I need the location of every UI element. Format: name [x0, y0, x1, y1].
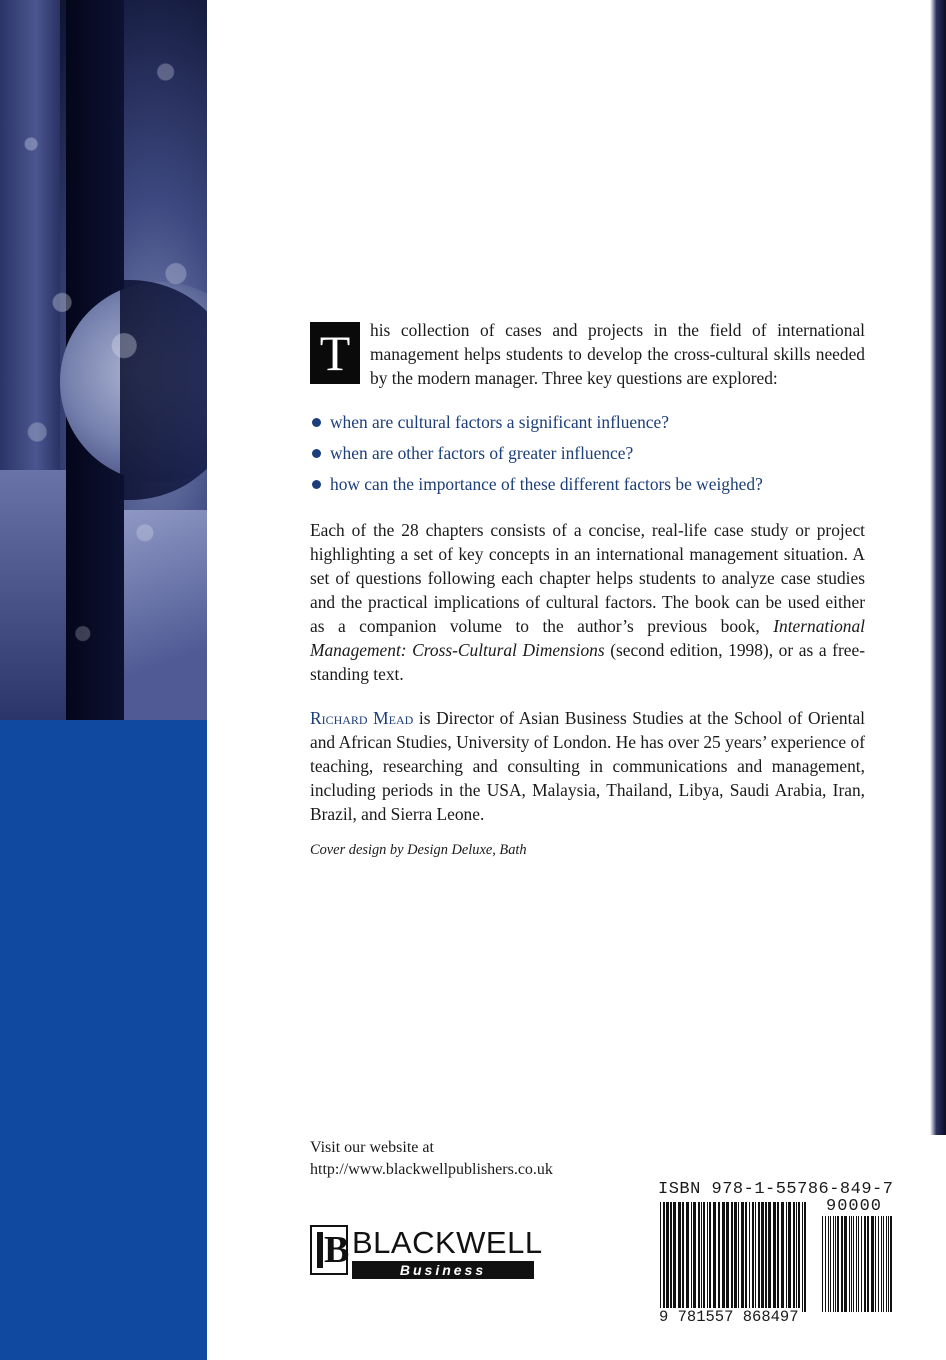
bullet-icon [312, 449, 321, 458]
list-item: when are other factors of greater influence? [310, 441, 865, 465]
intro-paragraph [310, 318, 865, 390]
addon-barcode-icon [822, 1216, 896, 1312]
cover-design-credit: Cover design by Design Deluxe, Bath [310, 842, 527, 858]
website-label: Visit our website at [310, 1139, 434, 1156]
publisher-logo [310, 1225, 543, 1280]
blackwell-logo-icon: B [310, 1225, 348, 1275]
key-questions-list [310, 410, 865, 496]
intro-text: his collection of cases and projects in the field of international management helps students to develop the cross-cultural skills needed by the modern manager. Three key questions are explored: [370, 320, 865, 388]
blurb-column [310, 318, 865, 859]
blue-color-block [0, 720, 207, 1360]
drop-cap: T [310, 322, 360, 384]
bullet-icon [312, 418, 321, 427]
stone-relief-photo [0, 0, 207, 720]
author-name: Richard Mead [310, 708, 414, 728]
website-url[interactable]: http://www.blackwellpublishers.co.uk [310, 1161, 553, 1178]
price-addon-digits: 90000 [826, 1197, 883, 1216]
cover-art-panel [0, 0, 207, 1360]
description-paragraph: Each of the 28 chapters consists of a concise, real-life case study or project highlighting a set of key concepts in an international management situation. A set of questions following each chapter helps students to analyze case studies and the practical implications of cultural factors. The book can be used either as a companion volume to the author’s previous book, International Management: Cross-Cultural Dimensions (second edition, 1998), or as a free-standing text. [310, 520, 865, 684]
previous-book-title: International Management: Cross-Cultural Dimensions [310, 616, 865, 660]
isbn-label: ISBN 978-1-55786-849-7 [658, 1180, 894, 1199]
list-item: how can the importance of these different factors be weighed? [310, 472, 865, 496]
barcode-digits: 9 781557 868497 [659, 1308, 799, 1326]
bullet-icon [312, 480, 321, 489]
publisher-name: BLACKWELL [352, 1225, 543, 1260]
list-item: when are cultural factors a significant influence? [310, 410, 865, 434]
author-bio: Richard Mead is Director of Asian Business Studies at the School of Oriental and African Studies, University of London. He has over 25 years’ experience of teaching, researching and consulting in communications and management, including periods in the USA, Malaysia, Thailand, Libya, Saudi Arabia, Iran, Brazil, and Sierra Leone. [310, 708, 865, 824]
barcode-icon [660, 1202, 810, 1312]
spine-edge [930, 0, 946, 1135]
publisher-imprint: Business [352, 1261, 534, 1279]
website-block [310, 1137, 553, 1181]
